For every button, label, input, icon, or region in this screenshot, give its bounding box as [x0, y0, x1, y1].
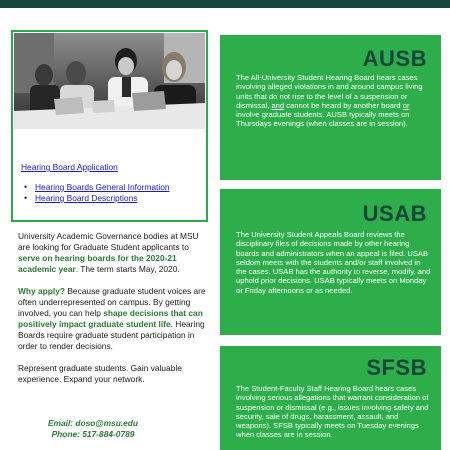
intro-paragraph-3: Represent graduate students. Gain valuable experience. Expand your network.	[18, 363, 182, 384]
sfsb-card	[220, 346, 441, 450]
highlight-text: shape decisions that can positively impact graduate student life	[18, 308, 203, 329]
card-body	[236, 73, 431, 129]
card-title: AUSB	[362, 46, 427, 71]
intro-paragraph-2	[18, 286, 208, 352]
general-information-link[interactable]: • Hearing Boards General Information	[35, 182, 170, 192]
card-title: SFSB	[366, 355, 427, 380]
usab-card	[220, 189, 441, 335]
why-apply-heading: Why apply?	[18, 286, 65, 296]
top-banner	[0, 0, 450, 8]
underlined-word: or	[402, 100, 410, 110]
list-item	[35, 193, 201, 204]
underlined-word: and	[271, 100, 285, 110]
info-links-list	[21, 182, 201, 204]
contact-info	[18, 418, 168, 440]
intro-text	[18, 231, 208, 396]
card-title: USAB	[362, 201, 427, 226]
board-descriptions-link[interactable]: • Hearing Board Descriptions	[35, 193, 138, 203]
contact-email[interactable]: Email: doso@msu.edu	[47, 418, 139, 428]
intro-text-segment: . Hearing Boards require graduate student participation in order to render decisions.	[18, 319, 205, 351]
intro-paragraph-1	[18, 231, 208, 275]
card-body: The Student-Faculty Staff Hearing Board hears cases involving serious allegations that warrant consideration of suspension or dismissal (e.g., issues involving safety and security, sale of drugs, harassment, assault, and weapons). SFSB typically meets on Tuesday evenings when classes are in session.	[236, 384, 429, 440]
card-text-segment: involve graduate students. AUSB typically meets on Thursdays evenings (when classes are in session).	[236, 110, 410, 129]
card-text-segment: The All-University Student Hearing Board hears cases involving alleged violations in and around campus living units that do not rise to the level of a suspension or dismissal,	[236, 73, 423, 110]
card-body: The University Student Appeals Board reviews the disciplinary files of decisions made by other hearing boards and administrators when an appeal is filed. USAB seldom meets with the students and/or staff involved in the cases. USAB has the authority to reverse, modify, and uphold prior decisions. USAB typically meets on Monday or Friday afternoons or as needed.	[236, 230, 431, 295]
ausb-card	[220, 35, 441, 180]
contact-phone: Phone: 517-884-0789	[51, 429, 135, 439]
students-at-table-image	[14, 33, 205, 129]
intro-text-segment: Because graduate student voices are often underrepresented on campus. By getting involved, you can help	[18, 286, 206, 318]
photo-links-panel	[11, 30, 208, 222]
hearing-board-photo	[14, 33, 205, 129]
highlight-text: serve on hearing boards for the 2020-21 academic year	[18, 253, 177, 274]
list-item	[35, 182, 201, 193]
hearing-board-application-link[interactable]: Hearing Board Application	[21, 162, 118, 172]
intro-text-segment: University Academic Governance bodies at MSU are looking for Graduate Student applicants to	[18, 231, 199, 252]
card-text-segment: cannot be heard by another board	[284, 100, 403, 110]
intro-text-segment: . The term starts May, 2020.	[75, 264, 180, 274]
links-section	[21, 162, 201, 204]
